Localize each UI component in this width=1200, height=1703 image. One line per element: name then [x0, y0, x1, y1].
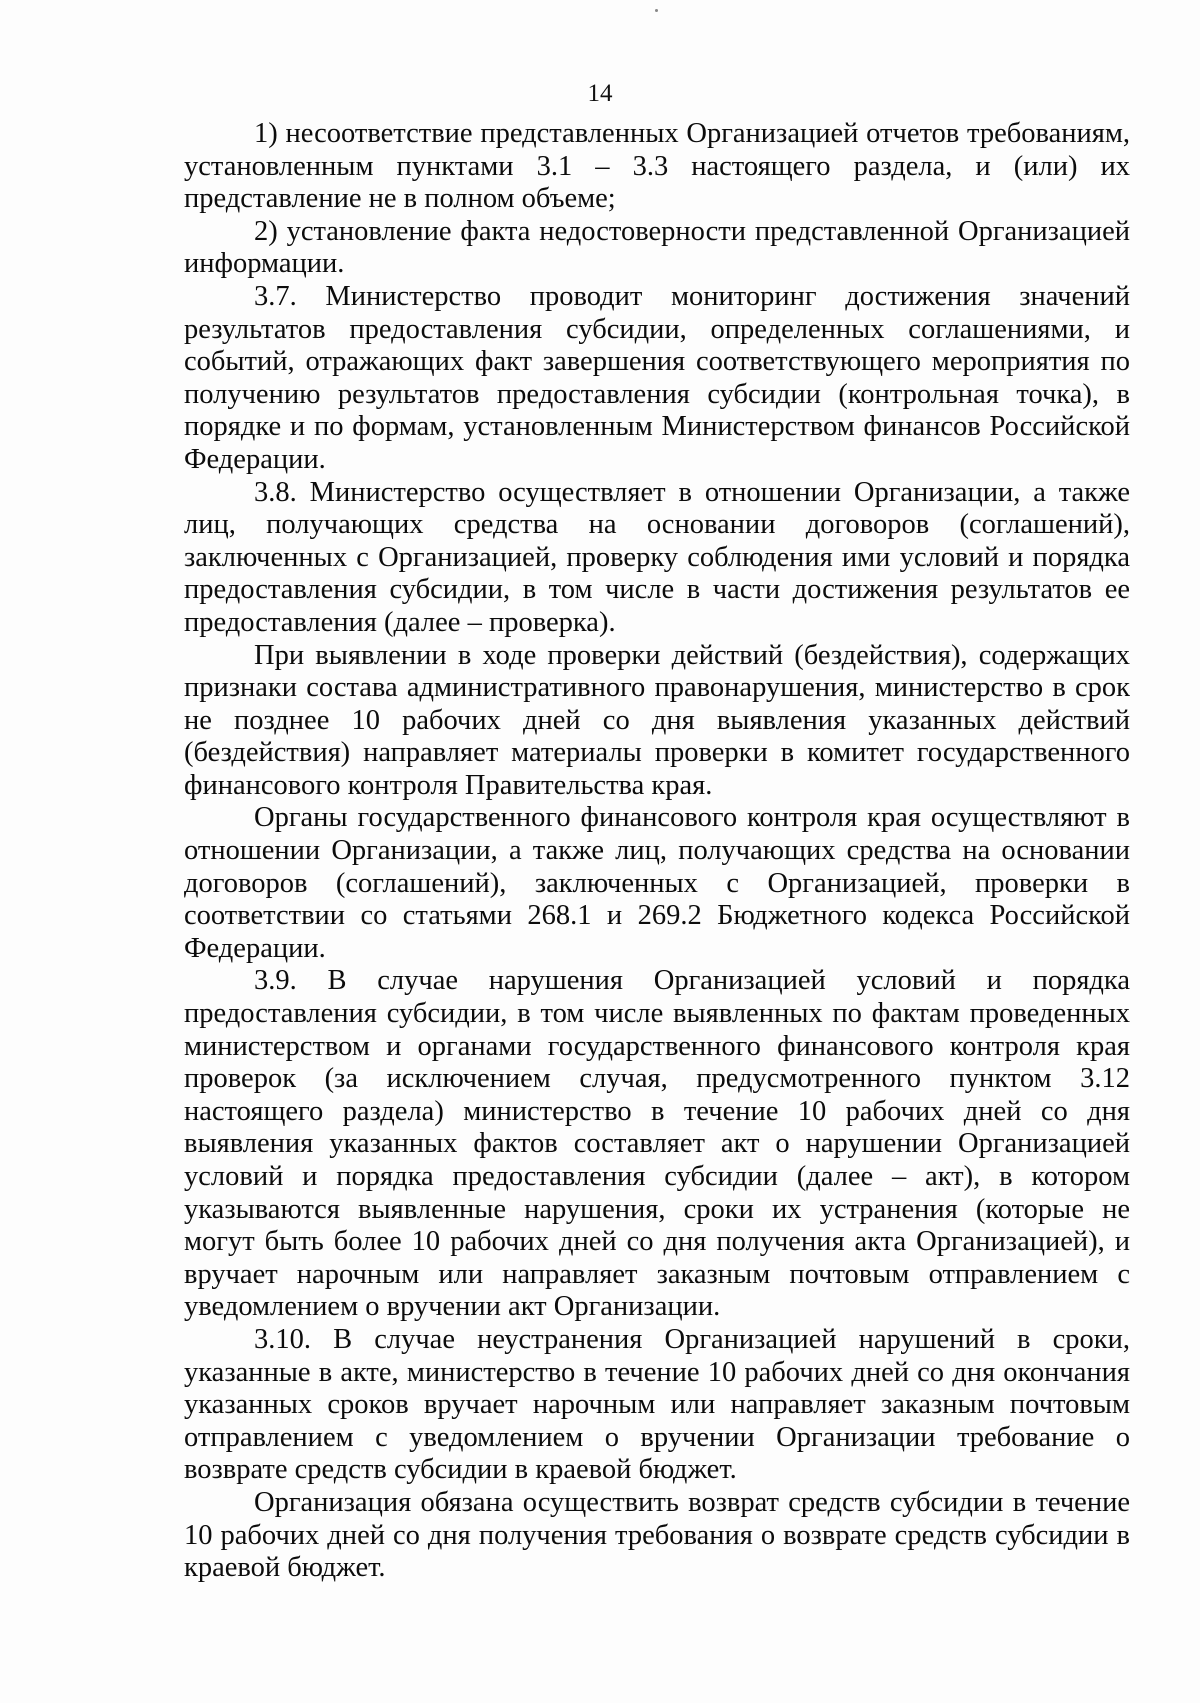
- paragraph-item-1: 1) несоответствие представленных Организацией отчетов требованиям, установленным пунктами 3.1 – 3.3 настоящего раздела, и (или) их представление не в полном объеме;: [184, 118, 1130, 215]
- paragraph-violations-detection: При выявлении в ходе проверки действий (бездействия), содержащих признаки состава административного правонарушения, министерство в срок не позднее 10 рабочих дней со дня выявления указанных действий (бездействия) направляет материалы проверки в комитет государственного финансового контроля Правительства края.: [184, 639, 1130, 801]
- paragraph-3-7: 3.7. Министерство проводит мониторинг достижения значений результатов предоставления субсидии, определенных соглашениями, и событий, отражающих факт завершения соответствующего мероприятия по получению результатов предоставления субсидии (контрольная точка), в порядке и по формам, установленным Министерством финансов Российской Федерации.: [184, 280, 1130, 475]
- page-number: 14: [587, 80, 613, 107]
- paragraph-3-10: 3.10. В случае неустранения Организацией нарушений в сроки, указанные в акте, министерство в течение 10 рабочих дней со дня окончания указанных сроков вручает нарочным или направляет заказным почтовым отправлением с уведомлением о вручении Организации требование о возврате средств субсидии в краевой бюджет.: [184, 1323, 1130, 1486]
- paragraph-3-9: 3.9. В случае нарушения Организацией условий и порядка предоставления субсидии, в том числе выявленных по фактам проведенных министерством и органами государственного финансового контроля края проверок (за исключением случая, предусмотренного пунктом 3.12 настоящего раздела) министерство в течение 10 рабочих дней со дня выявления указанных фактов составляет акт о нарушении Организацией условий и порядка предоставления субсидии (далее – акт), в котором указываются выявленные нарушения, сроки их устранения (которые не могут быть более 10 рабочих дней со дня получения акта Организацией), и вручает нарочным или направляет заказным почтовым отправлением с уведомлением о вручении акт Организации.: [184, 965, 1130, 1323]
- paragraph-financial-control: Органы государственного финансового контроля края осуществляют в отношении Организации, а также лиц, получающих средства на основании договоров (соглашений), заключенных с Организацией, проверки в соответствии со статьями 268.1 и 269.2 Бюджетного кодекса Российской Федерации.: [184, 802, 1130, 964]
- paragraph-3-8: 3.8. Министерство осуществляет в отношении Организации, а также лиц, получающих средства на основании договоров (соглашений), заключенных с Организацией, проверку соблюдения ими условий и порядка предоставления субсидии, в том числе в части достижения результатов ее предоставления (далее – проверка).: [184, 476, 1130, 638]
- paragraph-refund-obligation: Организация обязана осуществить возврат средств субсидии в течение 10 рабочих дней со дня получения требования о возврате средств субсидии в краевой бюджет.: [184, 1486, 1130, 1584]
- document-body: [184, 118, 1130, 1585]
- scan-artifact-dot: [655, 9, 658, 12]
- paragraph-item-2: 2) установление факта недостоверности представленной Организацией информации.: [184, 215, 1130, 280]
